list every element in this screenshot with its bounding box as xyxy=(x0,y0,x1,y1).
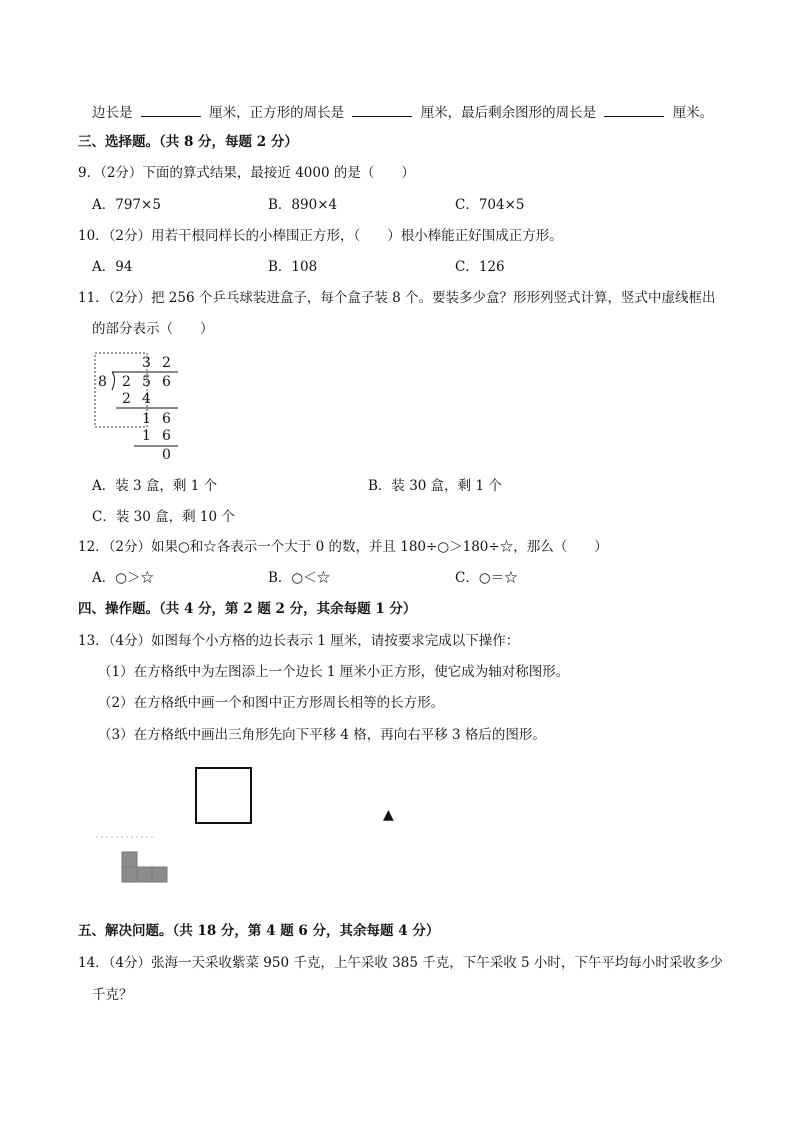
q11-option-a[interactable]: A．装 3 盒，剩 1 个 xyxy=(92,478,218,494)
continuation-text-4: 厘米。 xyxy=(672,105,714,121)
question-14-stem-line-1: 14．（4分）张海一天采收紫菜 950 千克，上午采收 385 千克，下午采收 5 小时，下午平均每小时采收多少 xyxy=(78,955,723,971)
question-9-stem: 9．（2分）下面的算式结果，最接近 4000 的是（ ） xyxy=(78,165,415,181)
quotient-digit-ones: 2 xyxy=(162,355,171,371)
dividend-digit-hundreds: 2 xyxy=(122,374,131,390)
question-14-stem-line-2: 千克？ xyxy=(92,987,133,1003)
q10-option-c[interactable]: C．126 xyxy=(455,259,505,275)
section-4-heading: 四、操作题。（共 4 分，第 2 题 2 分，其余每题 1 分） xyxy=(78,601,417,617)
question-10-stem: 10．（2分）用若干根同样长的小棒围正方形，（ ）根小棒能正好围成正方形。 xyxy=(78,228,563,244)
square-shape xyxy=(195,767,252,824)
continuation-text-3: 厘米，最后剩余图形的周长是 xyxy=(420,105,597,121)
answer-blank-3[interactable] xyxy=(604,102,664,117)
q12-option-b[interactable]: B．○＜☆ xyxy=(268,570,331,586)
answer-blank-2[interactable] xyxy=(352,102,412,117)
dividend-digit-ones: 6 xyxy=(162,374,171,390)
q10-option-a[interactable]: A．94 xyxy=(92,259,133,275)
grid-fragment xyxy=(96,833,166,843)
q11-option-b[interactable]: B．装 30 盒，剩 1 个 xyxy=(368,478,502,494)
section-5-heading: 五、解决问题。（共 18 分，第 4 题 6 分，其余每题 4 分） xyxy=(78,923,440,939)
divisor: 8 xyxy=(98,374,107,390)
step1-digit-1: 2 xyxy=(122,391,131,407)
question-11-stem-line-1: 11．（2分）把 256 个乒乓球装进盒子，每个盒子装 8 个。要装多少盒？形形列竖式计算，竖式中虚线框出 xyxy=(78,290,716,306)
long-division-lines xyxy=(90,350,190,465)
question-11-stem-line-2: 的部分表示（ ） xyxy=(92,321,214,337)
q10-option-b[interactable]: B．108 xyxy=(268,259,318,275)
quotient-digit-tens: 3 xyxy=(142,355,151,371)
q12-option-c[interactable]: C．○＝☆ xyxy=(455,570,518,586)
q9-option-c[interactable]: C．704×5 xyxy=(455,197,525,213)
q9-option-b[interactable]: B．890×4 xyxy=(268,197,338,213)
answer-blank-1[interactable] xyxy=(141,102,201,117)
q9-option-a[interactable]: A．797×5 xyxy=(92,197,161,213)
question-13-sub-1: （1）在方格纸中为左图添上一个边长 1 厘米小正方形，使它成为轴对称图形。 xyxy=(98,664,570,680)
question-12-stem: 12．（2分）如果○和☆各表示一个大于 0 的数，并且 180÷○＞180÷☆，那么（ ） xyxy=(78,539,608,555)
step2-digit-2: 6 xyxy=(162,411,171,427)
step3-digit-2: 6 xyxy=(162,428,171,444)
long-division-figure xyxy=(90,350,190,465)
question-13-sub-2: （2）在方格纸中画一个和图中正方形周长相等的长方形。 xyxy=(98,695,445,711)
continuation-text-2: 厘米，正方形的周长是 xyxy=(209,105,345,121)
q12-option-a[interactable]: A．○＞☆ xyxy=(92,570,155,586)
continuation-line xyxy=(92,102,713,122)
step3-digit-1: 1 xyxy=(142,428,151,444)
question-13-stem: 13．（4分）如图每个小方格的边长表示 1 厘米，请按要求完成以下操作： xyxy=(78,633,520,649)
q11-option-c[interactable]: C．装 30 盒，剩 10 个 xyxy=(92,509,235,525)
question-13-sub-3: （3）在方格纸中画出三角形先向下平移 4 格，再向右平移 3 格后的图形。 xyxy=(98,727,546,743)
step2-digit-1: 1 xyxy=(142,411,151,427)
dividend-digit-tens: 5 xyxy=(142,374,151,390)
continuation-text-1: 边长是 xyxy=(92,105,133,121)
section-3-heading: 三、选择题。（共 8 分，每题 2 分） xyxy=(78,134,298,150)
step1-digit-2: 4 xyxy=(142,391,151,407)
triangle-shape: ▲ xyxy=(383,807,394,823)
l-shape-figure xyxy=(121,851,171,887)
remainder: 0 xyxy=(162,447,171,463)
